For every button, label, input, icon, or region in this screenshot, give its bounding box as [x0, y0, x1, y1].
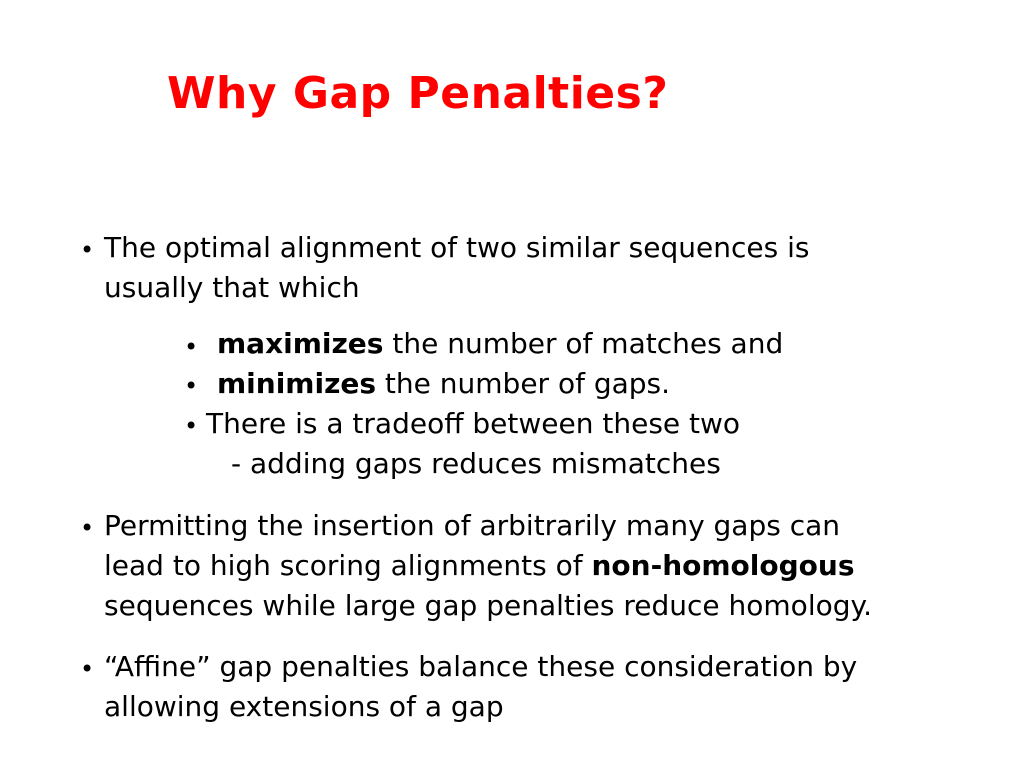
- bullet-2-line-2: [104, 546, 855, 586]
- bullet-icon: •: [80, 655, 95, 683]
- sub-bullet-2-text: the number of gaps.: [376, 367, 671, 400]
- bullet-icon: •: [80, 514, 95, 542]
- bullet-2-line-2-bold: non-homologous: [591, 549, 855, 582]
- sub-bullet-1: [217, 324, 783, 364]
- bullet-2-line-2-text: lead to high scoring alignments of: [104, 549, 592, 582]
- bullet-icon: •: [184, 333, 199, 361]
- sub-bullet-3: There is a tradeoff between these two: [206, 407, 741, 440]
- bullet-1-line-1: The optimal alignment of two similar sequences is: [104, 231, 810, 264]
- sub-bullet-2: [217, 364, 670, 404]
- sub-bullet-3-continuation: - adding gaps reduces mismatches: [231, 447, 721, 480]
- sub-bullet-1-text: the number of matches and: [383, 327, 784, 360]
- bullet-2-line-1: Permitting the insertion of arbitrarily many gaps can: [104, 509, 841, 542]
- bullet-2-line-3: sequences while large gap penalties reduce homology.: [104, 589, 872, 622]
- bullet-icon: •: [80, 236, 95, 264]
- bullet-icon: •: [184, 372, 199, 400]
- bullet-3-line-2: allowing extensions of a gap: [104, 690, 504, 723]
- sub-bullet-1-bold: maximizes: [217, 327, 384, 360]
- sub-bullet-2-bold: minimizes: [217, 367, 377, 400]
- bullet-1-line-2: usually that which: [104, 271, 360, 304]
- slide-title: Why Gap Penalties?: [167, 68, 669, 119]
- bullet-icon: •: [184, 412, 199, 440]
- bullet-3-line-1: “Affine” gap penalties balance these consideration by: [104, 650, 858, 683]
